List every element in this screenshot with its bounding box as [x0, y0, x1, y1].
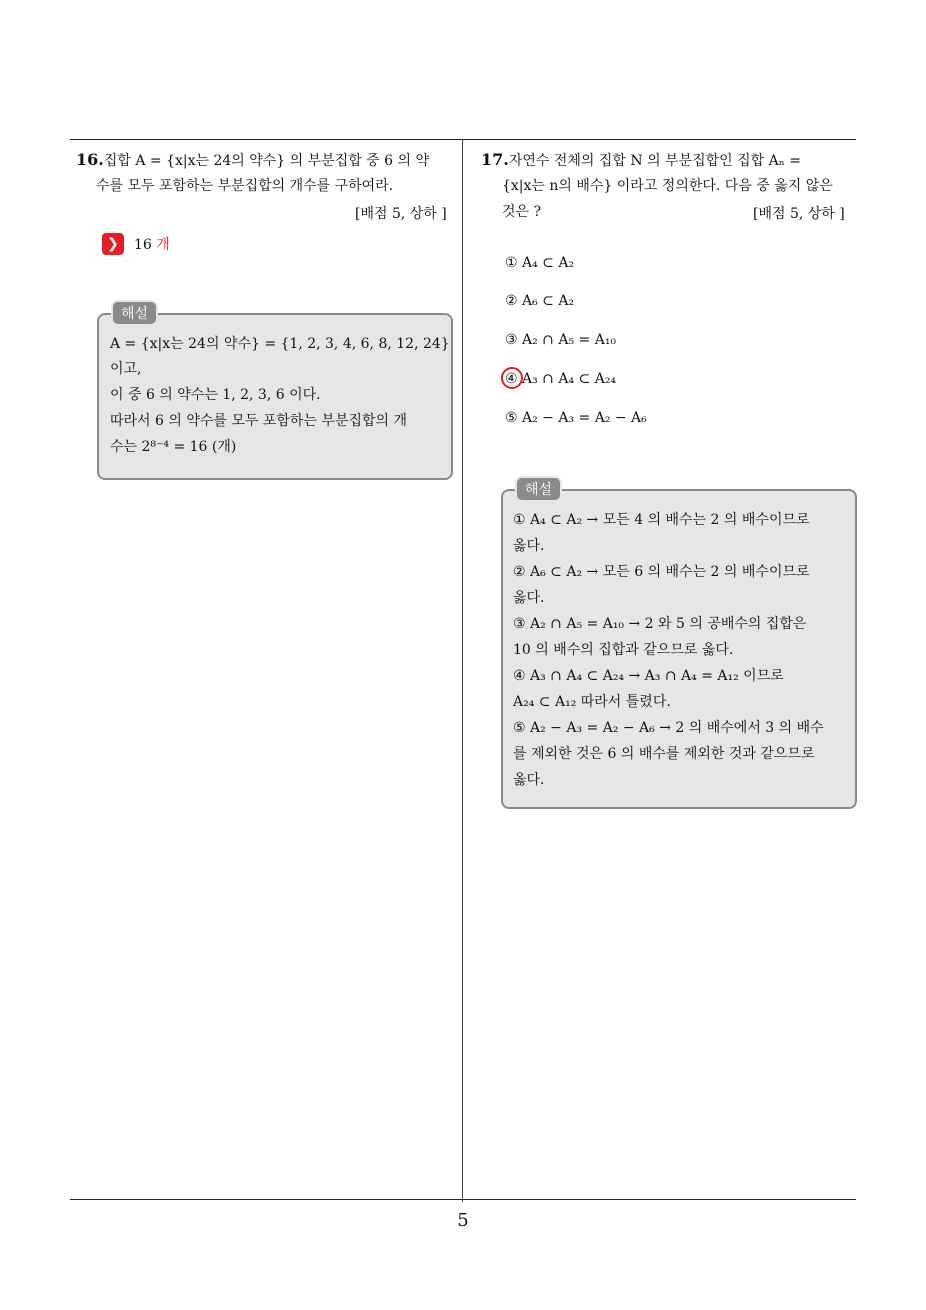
q16-number: 16. — [76, 150, 104, 169]
q17-text-line2: {x|x는 n의 배수} 이라고 정의한다. 다음 중 옳지 않은 — [502, 178, 833, 194]
q17-solution-line: 를 제외한 것은 6 의 배수를 제외한 것과 같으므로 — [513, 746, 815, 762]
q16-text-line1: 집합 A = {x|x는 24의 약수} 의 부분집합 중 6 의 약 — [103, 153, 430, 169]
q16-line1 — [76, 150, 429, 171]
q17-solution-line: 10 의 배수의 집합과 같으므로 옳다. — [513, 642, 734, 658]
q16-answer-value: 16 개 — [134, 237, 170, 253]
q16-solution-line: 이 중 6 의 약수는 1, 2, 3, 6 이다. — [110, 387, 321, 403]
q17-choice-4[interactable]: ④ A₃ ∩ A₄ ⊂ A₂₄ — [505, 371, 617, 387]
q17-text-line3: 것은 ? — [502, 204, 542, 220]
q17-solution-line: ③ A₂ ∩ A₅ = A₁₀ → 2 와 5 의 공배수의 집합은 — [513, 616, 807, 632]
q17-solution-line: 옳다. — [513, 590, 545, 606]
q17-solution-line: ⑤ A₂ − A₃ = A₂ − A₆ → 2 의 배수에서 3 의 배수 — [513, 720, 824, 736]
q17-score: [배점 5, 상하 ] — [753, 206, 845, 222]
q16-solution-line: 따라서 6 의 약수를 모두 포함하는 부분집합의 개 — [110, 413, 408, 429]
q16-solution-tag: 해설 — [111, 300, 158, 326]
q17-choice-2[interactable]: ② A₆ ⊂ A₂ — [505, 293, 575, 309]
top-rule — [70, 139, 856, 140]
q16-solution-line: 이고, — [110, 361, 142, 377]
q16-answer-unit: 개 — [156, 237, 170, 253]
q17-solution-line: A₂₄ ⊂ A₁₂ 따라서 틀렸다. — [513, 694, 671, 710]
q16-answer — [102, 233, 170, 255]
q17-choice-1[interactable]: ① A₄ ⊂ A₂ — [505, 255, 575, 271]
q17-solution-line: ④ A₃ ∩ A₄ ⊂ A₂₄ → A₃ ∩ A₄ = A₁₂ 이므로 — [513, 668, 784, 684]
q17-solution-line: ① A₄ ⊂ A₂ → 모든 4 의 배수는 2 의 배수이므로 — [513, 512, 810, 528]
q17-number: 17. — [481, 150, 509, 169]
q17-text-line1: 자연수 전체의 집합 N 의 부분집합인 집합 Aₙ = — [508, 153, 801, 169]
page-number: 5 — [457, 1210, 469, 1231]
q17-line1 — [481, 150, 801, 171]
q17-solution-line: 옳다. — [513, 772, 545, 788]
q17-choice-3[interactable]: ③ A₂ ∩ A₅ = A₁₀ — [505, 332, 617, 348]
q17-solution-line: 옳다. — [513, 538, 545, 554]
q16-solution-line: A = {x|x는 24의 약수} = {1, 2, 3, 4, 6, 8, 12, 24} — [110, 336, 450, 352]
q16-solution-line: 수는 2⁸⁻⁴ = 16 (개) — [110, 439, 237, 455]
q16-text-line2: 수를 모두 포함하는 부분집합의 개수를 구하여라. — [96, 178, 394, 194]
chevron-right-icon: ❯ — [102, 233, 124, 255]
q17-solution-line: ② A₆ ⊂ A₂ → 모든 6 의 배수는 2 의 배수이므로 — [513, 564, 810, 580]
q17-choice-5[interactable]: ⑤ A₂ − A₃ = A₂ − A₆ — [505, 410, 647, 426]
q17-solution-tag: 해설 — [515, 476, 562, 502]
bottom-rule — [70, 1199, 856, 1200]
q16-score: [배점 5, 상하 ] — [355, 206, 447, 222]
column-divider — [462, 140, 463, 1202]
